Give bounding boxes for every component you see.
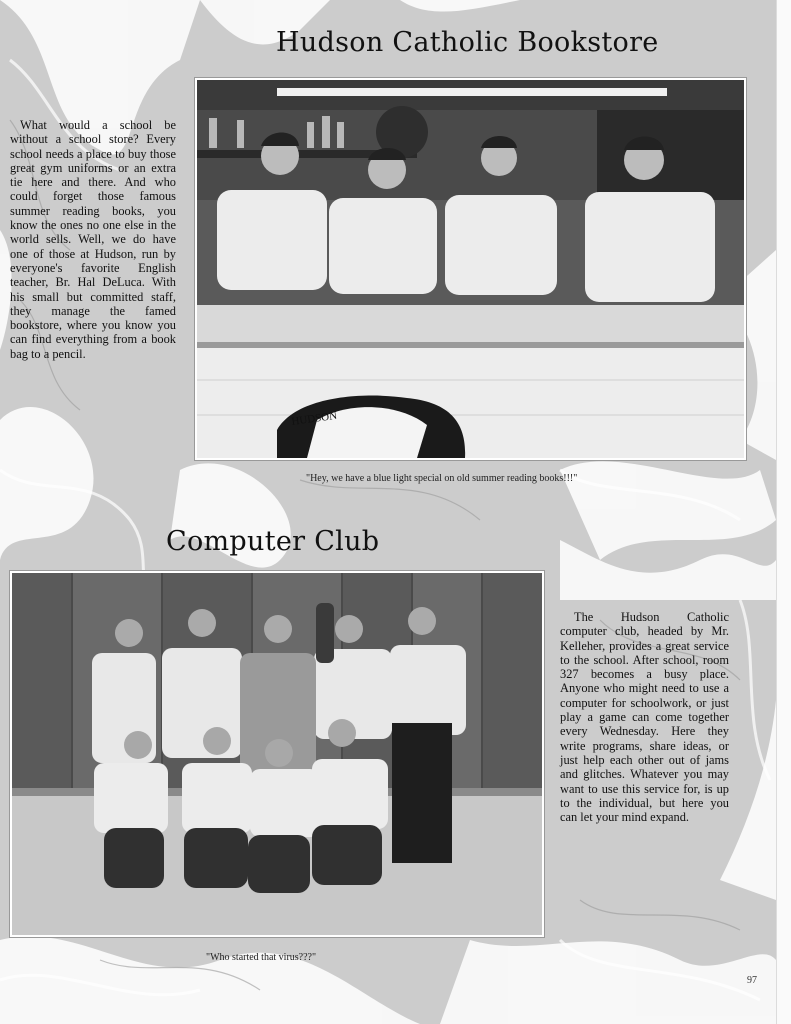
- page-edge: [776, 0, 791, 1024]
- bookstore-body-text: What would a school be without a school store? Every school needs a place to buy those great gym uniforms or an extra tie here and there. And who could forget those famous summer reading books, you know the ones no one else in the world sells. Well, we do have one of those at Hudson, run by everyone's favorite English teacher, Br. Hal DeLuca. With his small but committed staff, they manage the famed bookstore, where you know you can find everything from a book bag to a pencil.: [10, 118, 176, 361]
- computer-club-photo-caption: "Who started that virus???": [206, 952, 317, 963]
- computer-club-body-text: The Hudson Catholic computer club, headed by Mr. Kelleher, provides a great service to the school. After school, room 327 becomes a busy place. Anyone who might need to use a computer for schoolwork, or just play a game can come together every Wednesday. Here they write programs, share ideas, or just help each other out of jams and glitches. Whatever you may want to use this service for, is up to the individual, but here you can let your mind expand.: [560, 610, 729, 825]
- bookstore-title: Hudson Catholic Bookstore: [276, 27, 659, 58]
- bookstore-bag-print: HUDSON: [290, 409, 338, 428]
- bookstore-photo: [195, 78, 746, 460]
- computer-club-photo: [10, 571, 544, 937]
- computer-club-title: Computer Club: [166, 526, 380, 557]
- bookstore-photo-caption: "Hey, we have a blue light special on old summer reading books!!!": [306, 473, 578, 484]
- page-number: 97: [747, 975, 757, 986]
